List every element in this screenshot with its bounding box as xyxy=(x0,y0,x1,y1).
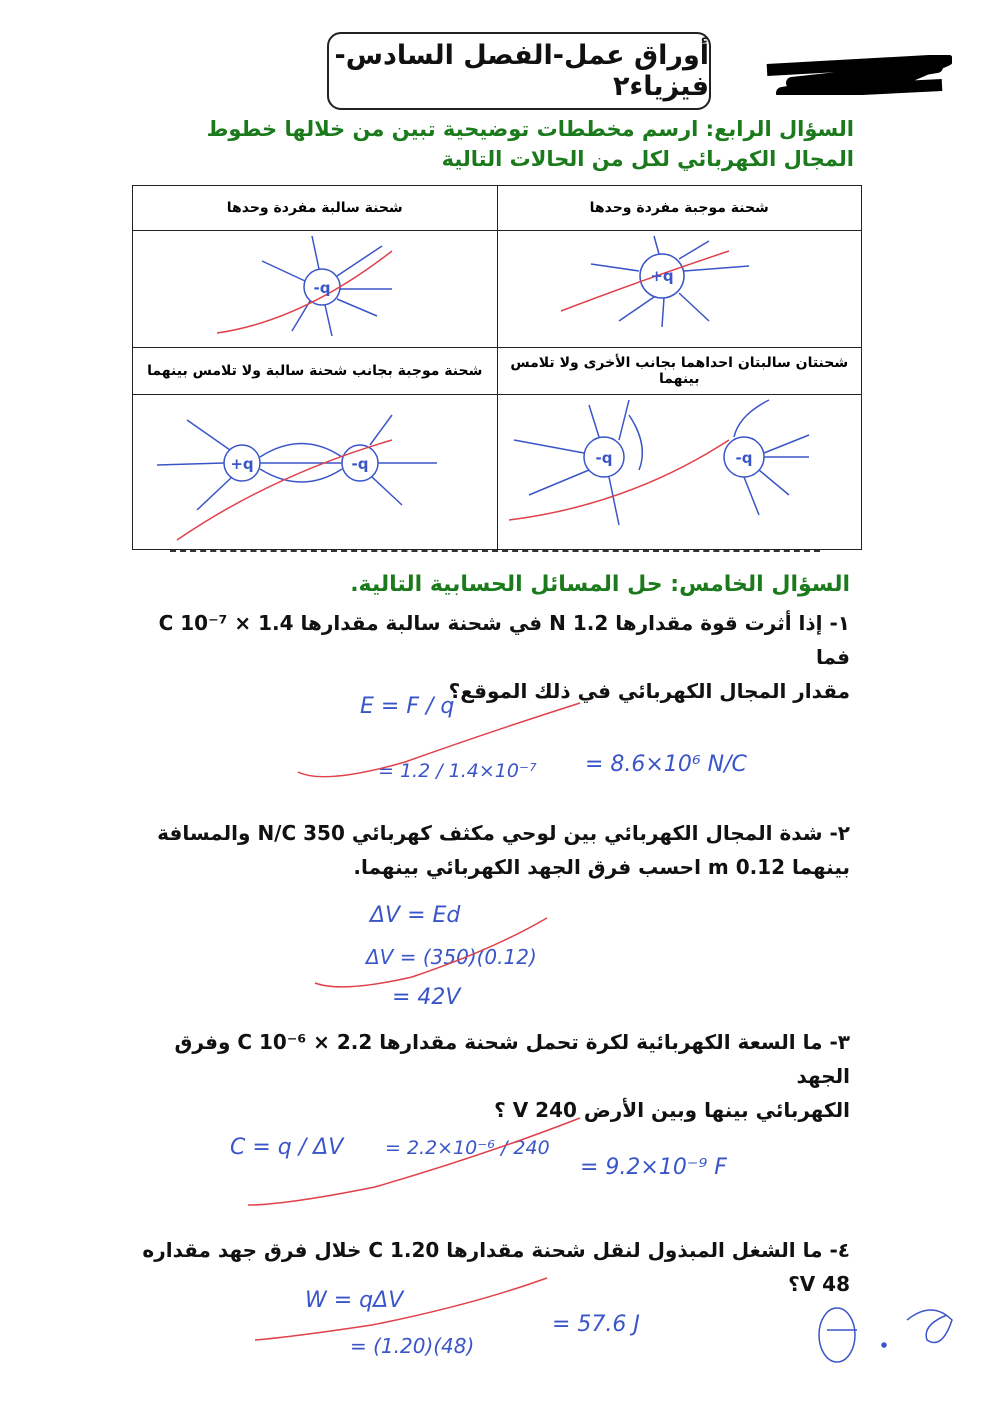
problem1-work-formula: E = F / q xyxy=(360,694,455,719)
problem2-work-formula: ΔV = Ed xyxy=(370,903,461,928)
problem4-work-substitution: = (1.20)(48) xyxy=(350,1334,475,1358)
cell-label-negative-single: شحنة سالبة مفردة وحدها xyxy=(133,186,498,231)
problem3-work-answer: = 9.2×10⁻⁹ F xyxy=(580,1155,727,1180)
charge-label: q- xyxy=(313,279,331,297)
cell-label-positive-negative: شحنة موجبة بجانب شحنة سالبة ولا تلامس بينهما xyxy=(133,348,498,395)
problem4-text: ٤- ما الشغل المبذول لنقل شحنة مقدارها 1.20 C خلال فرق جهد مقداره 48 V؟ xyxy=(142,1238,850,1296)
question4-heading-block xyxy=(134,114,854,174)
diagram-positive-single xyxy=(497,231,862,348)
charge-label: q+ xyxy=(230,455,254,473)
problem1-block xyxy=(130,606,850,708)
problem3-work-substitution: = 2.2×10⁻⁶ / 240 xyxy=(385,1137,550,1159)
problem4-work-formula: W = qΔV xyxy=(305,1288,404,1313)
question5-heading: السؤال الخامس: حل المسائل الحسابية التالية. xyxy=(350,572,850,597)
field-lines-table xyxy=(132,185,862,550)
problem3-work-formula: C = q / ΔV xyxy=(230,1135,344,1160)
problem2-work-answer: = 42V xyxy=(392,985,461,1010)
problem3-block xyxy=(130,1025,850,1127)
diagram-two-negative xyxy=(497,395,862,550)
charge-label: q+ xyxy=(650,267,674,285)
cell-label-positive-single: شحنة موجبة مفردة وحدها xyxy=(497,186,862,231)
problem1-text-cont: مقدار المجال الكهربائي في ذلك الموقع؟ xyxy=(448,679,850,703)
problem4-work-answer: = 57.6 J xyxy=(552,1312,640,1337)
grading-check-mark xyxy=(245,1115,585,1210)
grading-check-mark xyxy=(295,700,585,785)
section-divider xyxy=(170,550,820,552)
diagram-positive-negative xyxy=(133,395,498,550)
problem3-text: ٣- ما السعة الكهربائية لكرة تحمل شحنة مقدارها C 10⁻⁶ × 2.2 وفرق الجهد xyxy=(174,1030,850,1088)
problem1-work-substitution: = 1.2 / 1.4×10⁻⁷ xyxy=(378,760,537,782)
problem2-work-substitution: ΔV = (350)(0.12) xyxy=(366,945,537,969)
problem1-work-answer: = 8.6×10⁶ N/C xyxy=(585,752,747,777)
teacher-signature xyxy=(812,1300,962,1370)
grading-check-mark xyxy=(252,1275,552,1345)
question4-heading-cont: من الحالات التالية xyxy=(441,147,624,171)
charge-label: q- xyxy=(595,449,613,467)
question4-heading: السؤال الرابع: ارسم مخططات توضيحية تبين من خلالها خطوط المجال الكهربائي لكل xyxy=(206,117,854,171)
redacted-name-scribble xyxy=(762,55,952,95)
problem1-text: ١- إذا أثرت قوة مقدارها 1.2 N في شحنة سالبة مقدارها C 10⁻⁷ × 1.4 فما xyxy=(158,611,850,669)
problem2-text: ٢- شدة المجال الكهربائي بين لوحي مكثف كهربائي 350 N/C والمسافة xyxy=(157,821,850,845)
cell-label-two-negative: شحنتان سالبتان احداهما بجانب الأخرى ولا تلامس بينهما xyxy=(497,348,862,395)
charge-label: q- xyxy=(735,449,753,467)
problem2-text-cont: بينهما 0.12 m احسب فرق الجهد الكهربائي بينهما. xyxy=(353,855,850,879)
charge-label: q- xyxy=(351,455,369,473)
diagram-negative-single xyxy=(133,231,498,348)
worksheet-title: أوراق عمل-الفصل السادس-فيزياء٢ xyxy=(327,32,711,110)
problem3-text-cont: الكهربائي بينها وبين الأرض 240 V ؟ xyxy=(494,1098,850,1122)
problem2-block xyxy=(130,816,850,884)
grading-check-mark xyxy=(312,915,552,995)
